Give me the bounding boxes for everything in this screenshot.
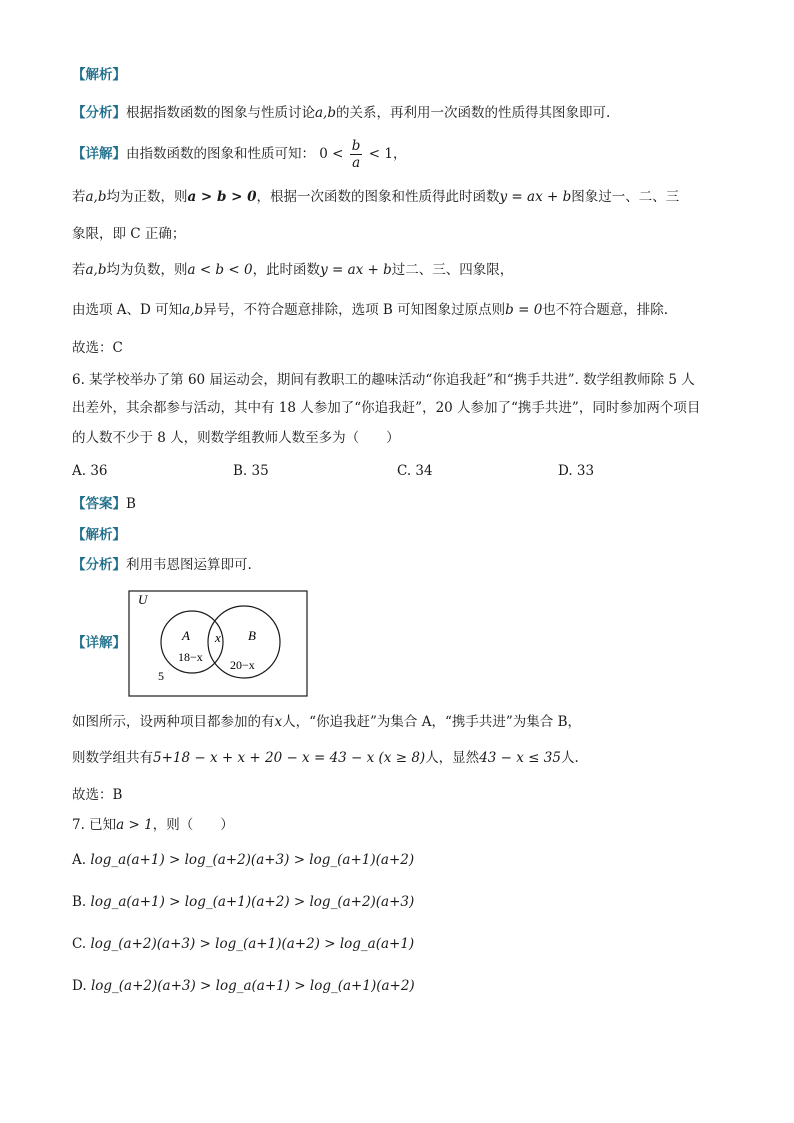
option-d: D. 33 [558, 463, 595, 479]
text: 利用韦恩图运算即可. [126, 557, 252, 573]
text: 的人数不少于 8 人，则数学组教师人数至多为（ ） [72, 430, 400, 446]
fraction-numerator: b [351, 138, 361, 154]
option-label: D. [72, 978, 87, 994]
text: 7. 已知 [72, 817, 117, 833]
math: b = 0 [505, 302, 543, 318]
question-6-line-3 [72, 428, 400, 448]
set-a-label: A [182, 628, 190, 643]
text: 均为正数，则 [106, 189, 188, 205]
math: 43 − x ≤ 35 [479, 750, 561, 766]
text: 也不符合题意，排除. [542, 302, 669, 318]
math: a > 1 [116, 817, 153, 833]
math: < 1 [368, 146, 393, 162]
option-c: C. 34 [397, 463, 433, 479]
math: 5+18 − x + x + 20 − x = 43 − x (x ≥ 8) [153, 750, 426, 766]
math: a > b > 0 [187, 189, 257, 205]
text: 由选项 A、D 可知 [72, 302, 183, 318]
math: x [274, 714, 283, 730]
question-7-option-b [72, 892, 414, 912]
math: 0 < [319, 146, 344, 162]
math: a,b [85, 189, 107, 205]
section-tag: 【分析】 [72, 105, 126, 121]
answer-line [72, 494, 136, 514]
text-line [72, 748, 579, 768]
question-7-option-a [72, 850, 414, 870]
text: 故选：B [72, 787, 123, 803]
text: ，根据一次函数的图象和性质得此时函数 [256, 189, 500, 205]
a-only-label: 18−x [178, 650, 203, 664]
text: 异号，不符合题意排除，选项 B 可知图象过原点则 [203, 302, 506, 318]
text: 均为负数，则 [106, 262, 188, 278]
math: log_a(a+1) > log_(a+2)(a+3) > log_(a+1)(a+2) [90, 852, 415, 868]
text-line [72, 260, 513, 280]
analysis-heading [72, 65, 126, 85]
text: 人. [560, 750, 579, 766]
option-b: B. 35 [233, 463, 269, 479]
answer-value: B [126, 496, 136, 512]
text: 则数学组共有 [72, 750, 153, 766]
analysis-heading [72, 525, 126, 545]
text: 图象过一、二、三 [571, 189, 680, 205]
text: 若 [72, 262, 86, 278]
section-tag: 【答案】 [72, 496, 126, 512]
section-tag: 【解析】 [72, 67, 126, 83]
text-line [72, 712, 581, 732]
text-line [72, 187, 679, 207]
text-line [72, 300, 668, 320]
text: 象限，即 C 正确； [72, 226, 186, 242]
section-tag: 【解析】 [72, 527, 126, 543]
option-label: A. [72, 852, 87, 868]
question-6-line-2 [72, 398, 700, 418]
text: 故选：C [72, 340, 123, 356]
option-label: C. [72, 936, 87, 952]
text-line [72, 338, 123, 358]
outside-label: 5 [158, 669, 164, 683]
text: 过二、三、四象限， [391, 262, 514, 278]
analysis-line [72, 103, 610, 123]
math: a,b [85, 262, 107, 278]
intersection-label: x [215, 630, 221, 645]
math: a < b < 0 [187, 262, 253, 278]
detail-line [72, 137, 406, 171]
b-only-label: 20−x [230, 658, 255, 672]
option-label: B. [72, 894, 87, 910]
analysis-line [72, 555, 252, 575]
text: ，则（ ） [152, 817, 234, 833]
venn-diagram [128, 590, 308, 698]
question-6-line-1 [72, 370, 695, 390]
math: y = ax + b [320, 262, 392, 278]
math: log_a(a+1) > log_(a+1)(a+2) > log_(a+2)(a+3) [90, 894, 415, 910]
section-tag: 【分析】 [72, 557, 126, 573]
venn-svg [128, 590, 308, 698]
text: 人，显然 [425, 750, 480, 766]
text: 的关系，再利用一次函数的性质得其图象即可. [335, 105, 611, 121]
text: 根据指数函数的图象与性质讨论 [126, 105, 315, 121]
text: 出差外，其余都参与活动，其中有 18 人参加了“你追我赶”，20 人参加了“携手共进”，同时参加两个项目 [72, 400, 701, 416]
text-line [72, 785, 122, 805]
section-tag: 【详解】 [72, 146, 126, 162]
math: log_(a+2)(a+3) > log_(a+1)(a+2) > log_a(a+1) [90, 936, 415, 952]
question-6-options [72, 461, 722, 481]
text: 如图所示，设两种项目都参加的有 [72, 714, 275, 730]
text: 人，“你追我赶”为集合 A，“携手共进”为集合 B， [282, 714, 581, 730]
math: a,b [315, 105, 336, 121]
text: 6. 某学校举办了第 60 届运动会，期间有教职工的趣味活动“你追我赶”和“携手共进”. 数学组教师除 5 人 [72, 372, 695, 388]
fraction-denominator: a [352, 155, 361, 171]
section-tag: 【详解】 [72, 635, 126, 651]
universe-label: U [138, 592, 148, 607]
text: 由指数函数的图象和性质可知： [126, 146, 315, 162]
text-line [72, 224, 185, 244]
text: 若 [72, 189, 86, 205]
question-7-line [72, 815, 234, 835]
math: log_(a+2)(a+3) > log_a(a+1) > log_(a+1)(a+2) [90, 978, 415, 994]
option-a: A. 36 [72, 463, 108, 479]
text: ，此时函数 [252, 262, 321, 278]
math: a,b [182, 302, 204, 318]
text: ， [392, 146, 407, 162]
detail-line [72, 633, 126, 653]
question-7-option-d [72, 976, 415, 996]
math: y = ax + b [499, 189, 572, 205]
fraction [350, 138, 363, 171]
question-7-option-c [72, 934, 414, 954]
set-b-label: B [248, 628, 256, 643]
